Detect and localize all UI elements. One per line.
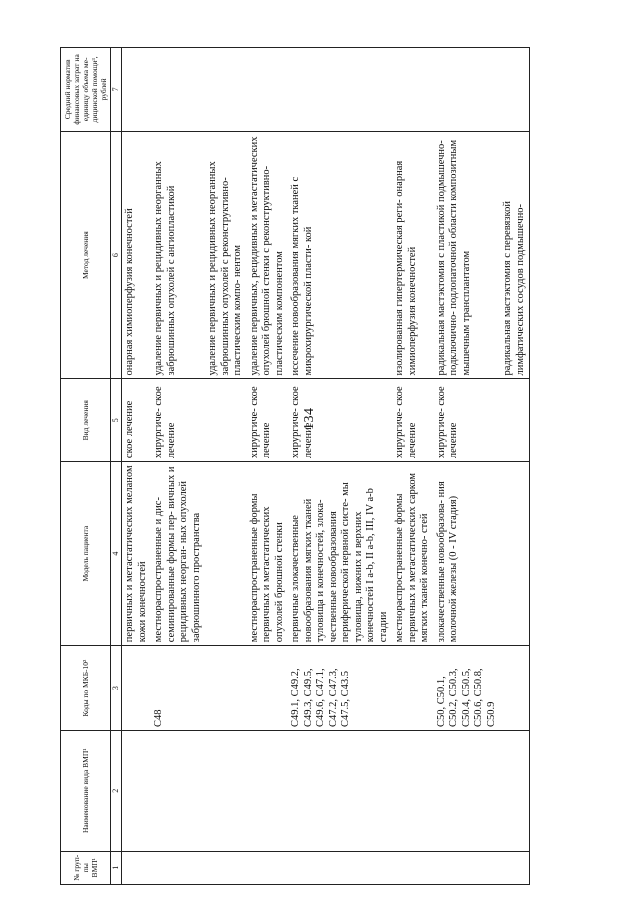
header-icd-codes: Коды по МКБ-10²: [61, 646, 111, 731]
cell-treatment-method: онарная химиоперфузия конечностей: [122, 131, 152, 379]
cell-treatment-method: удаление первичных и рецидивных неорганных забрюшинных опухолей с реконструктивно-пластическим компо- нентом: [205, 131, 247, 379]
cell-icd-codes: [122, 646, 152, 731]
header-vmp-name: Наименование вида ВМП¹: [61, 731, 111, 852]
cell-group-number: [500, 851, 530, 884]
cell-cost-norm: [500, 48, 530, 132]
cell-patient-model: местнораспространенные формы первичных и метастатических сарком мягких тканей конечно- стей: [392, 462, 434, 646]
cell-vmp-name: [205, 731, 247, 852]
cell-group-number: [151, 851, 205, 884]
table-row: [151, 48, 205, 885]
cell-icd-codes: C48: [151, 646, 205, 731]
cell-patient-model: злокачественные новообразова- ния молочной железы (0 - IV стадия): [434, 462, 501, 646]
cell-icd-codes: C50, C50.1, C50.2, C50.3, C50.4, C50.5, C50.6, C50.8, C50.9: [434, 646, 501, 731]
cell-treatment-type: хирургиче- ское лечение: [151, 379, 205, 462]
cell-vmp-name: [151, 731, 205, 852]
table-row: [434, 48, 501, 885]
cell-vmp-name: [288, 731, 392, 852]
column-number: 1: [111, 851, 122, 884]
table-row: [288, 48, 392, 885]
cell-cost-norm: [205, 48, 247, 132]
cell-treatment-type: [500, 379, 530, 462]
column-number: 4: [111, 462, 122, 646]
cell-cost-norm: [288, 48, 392, 132]
rotated-table-container: [60, 47, 608, 885]
cell-cost-norm: [392, 48, 434, 132]
header-cost-norm: Средний норматив финансовых затрат на единицу объема ме- дицинской помощи³, рублей: [61, 48, 111, 132]
cell-vmp-name: [392, 731, 434, 852]
cell-icd-codes: [247, 646, 289, 731]
column-number: 6: [111, 131, 122, 379]
table-header-row: [61, 48, 111, 885]
column-number-row: [111, 48, 122, 885]
cell-group-number: [434, 851, 501, 884]
cell-group-number: [205, 851, 247, 884]
cell-patient-model: первичные злокачественные новообразования мягких тканей туловища и конечностей, злока- чественные новообразования периферической нервной систе- мы туловища, нижних и верхних конечностей I a-b, II a-b, III, IV a-b стадии: [288, 462, 392, 646]
cell-vmp-name: [500, 731, 530, 852]
cell-group-number: [392, 851, 434, 884]
cell-treatment-method: удаление первичных, рецидивных и метастатических опухолей брюшной стенки с реконструктивно- пластическим компонентом: [247, 131, 289, 379]
cell-icd-codes: C49.1, C49.2, C49.3, C49.5, C49.6, C47.1, C47.2, C47.3, C47.5, C43.5: [288, 646, 392, 731]
cell-treatment-method: радикальная мастэктомия с пластикой подмышечно-подключично- подлопаточной области композитным мышечным трансплантатом: [434, 131, 501, 379]
cell-patient-model: [500, 462, 530, 646]
table-row: [500, 48, 530, 885]
cell-group-number: [288, 851, 392, 884]
column-number: 3: [111, 646, 122, 731]
column-number: 2: [111, 731, 122, 852]
cell-patient-model: [205, 462, 247, 646]
table-body: [122, 48, 530, 885]
cell-treatment-type: хирургиче- ское лечение: [434, 379, 501, 462]
cell-treatment-method: радикальная мастэктомия с перевязкой лимфатических сосудов подмышечно-: [500, 131, 530, 379]
cell-vmp-name: [122, 731, 152, 852]
header-patient-model: Модель пациента: [61, 462, 111, 646]
cell-group-number: [122, 851, 152, 884]
cell-treatment-type: [205, 379, 247, 462]
table-row: [205, 48, 247, 885]
table-row: [122, 48, 152, 885]
column-number: 7: [111, 48, 122, 132]
cell-treatment-type: хирургиче- ское лечение: [247, 379, 289, 462]
cell-icd-codes: [205, 646, 247, 731]
cell-patient-model: местнораспространенные и дис- семинированные формы пер- вичных и рецидивных неорган- ных опухолей забрюшинного пространства: [151, 462, 205, 646]
cell-patient-model: местнораспространенные формы первичных и метастатических опухолей брюшной стенки: [247, 462, 289, 646]
cell-cost-norm: [151, 48, 205, 132]
table-row: [247, 48, 289, 885]
cell-cost-norm: [434, 48, 501, 132]
cell-cost-norm: [247, 48, 289, 132]
cell-treatment-method: иссечение новообразования мягких тканей с микрохирургической пласти- кой: [288, 131, 392, 379]
cell-group-number: [247, 851, 289, 884]
cell-icd-codes: [392, 646, 434, 731]
header-treatment-method: Метод лечения: [61, 131, 111, 379]
header-treatment-type: Вид лечения: [61, 379, 111, 462]
header-group-number: № груп- пы ВМП¹: [61, 851, 111, 884]
table-row: [392, 48, 434, 885]
cell-treatment-type: хирургиче- ское лечение: [392, 379, 434, 462]
cell-treatment-type: хирургиче- ское лечение: [288, 379, 392, 462]
cell-patient-model: первичных и метастатических меланом кожи конечностей: [122, 462, 152, 646]
cell-icd-codes: [500, 646, 530, 731]
cell-treatment-type: ское лечение: [122, 379, 152, 462]
vmp-table: [60, 47, 530, 885]
cell-treatment-method: изолированная гипертермическая реги- онарная химиоперфузия конечностей: [392, 131, 434, 379]
cell-vmp-name: [247, 731, 289, 852]
column-number: 5: [111, 379, 122, 462]
page-number: 134: [302, 407, 317, 430]
cell-treatment-method: удаление первичных и рецидивных неорганных забрюшинных опухолей с ангиопластикой: [151, 131, 205, 379]
cell-cost-norm: [122, 48, 152, 132]
cell-vmp-name: [434, 731, 501, 852]
